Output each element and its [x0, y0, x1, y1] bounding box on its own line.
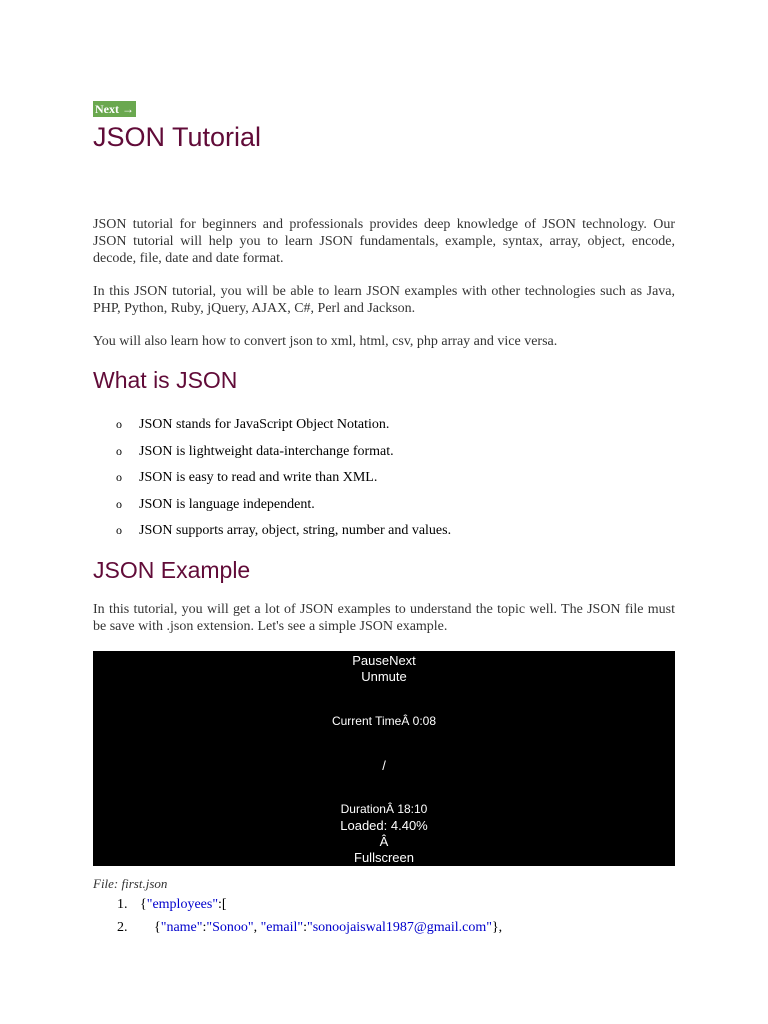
bullet-marker: o: [116, 470, 122, 484]
code-token: "Sonoo": [206, 920, 254, 935]
unmute-button[interactable]: Unmute: [361, 669, 407, 684]
code-token: },: [491, 920, 503, 935]
intro-paragraph-1: JSON tutorial for beginners and professionals provides deep knowledge of JSON technology. Our JSON tutorial will help you to learn JSON fundamentals, example, syntax, array, object, encode, decode, file, date and date format.: [93, 217, 675, 266]
code-token: :: [202, 920, 207, 935]
list-item-text: JSON is language independent.: [139, 496, 315, 512]
page-title: JSON Tutorial: [93, 122, 262, 152]
intro-paragraph-2: In this JSON tutorial, you will be able to learn JSON examples with other technologies such as Java, PHP, Python, Ruby, jQuery, AJAX, C#, Perl and Jackson.: [93, 284, 675, 316]
bullet-marker: o: [116, 496, 122, 511]
pause-next-button[interactable]: PauseNext: [352, 653, 416, 668]
list-item-text: JSON is easy to read and write than XML.: [139, 470, 378, 485]
list-item: [93, 469, 675, 496]
file-label: File: first.json: [93, 876, 168, 891]
code-line: [93, 919, 675, 942]
code-token: "sonoojaiswal1987@gmail.com": [307, 920, 492, 935]
list-item-text: JSON is lightweight data-interchange format.: [139, 443, 394, 459]
example-paragraph: In this tutorial, you will get a lot of JSON examples to understand the topic well. The JSON file must be save with .json extension. Let's see a simple JSON example.: [93, 602, 675, 634]
what-is-json-list: [93, 416, 675, 549]
duration: DurationÂ 18:10: [340, 802, 428, 816]
next-link[interactable]: Next →: [95, 102, 134, 116]
code-line-text: [140, 896, 227, 913]
list-item: [93, 496, 675, 523]
code-token: :[: [218, 897, 227, 912]
code-token: {: [140, 920, 161, 935]
code-token: {: [140, 897, 147, 912]
video-player[interactable]: [93, 651, 675, 866]
line-number: 2.: [117, 920, 128, 935]
json-example-heading: JSON Example: [93, 557, 251, 583]
code-token: ,: [253, 920, 261, 935]
loaded-progress: Loaded: 4.40%: [340, 818, 428, 833]
intro-paragraph-3: You will also learn how to convert json to xml, html, csv, php array and vice versa.: [93, 334, 558, 349]
list-item-text: JSON supports array, object, string, number and values.: [139, 523, 452, 538]
list-item: [93, 522, 675, 549]
list-item-text: JSON stands for JavaScript Object Notation.: [139, 417, 390, 432]
code-token: "employees": [146, 897, 219, 912]
list-item: [93, 443, 675, 470]
code-listing: [93, 896, 675, 942]
current-time: Current TimeÂ 0:08: [331, 714, 437, 728]
code-line-text: [140, 919, 502, 936]
fullscreen-button[interactable]: Fullscreen: [354, 850, 414, 865]
code-token: "email": [260, 920, 304, 935]
code-token: "name": [160, 920, 203, 935]
code-line: [93, 896, 675, 919]
line-number: 1.: [117, 897, 128, 912]
time-separator: /: [382, 758, 386, 773]
bullet-marker: o: [116, 417, 122, 431]
code-token: :: [303, 920, 308, 935]
bullet-marker: o: [116, 523, 122, 537]
bullet-marker: o: [116, 443, 122, 458]
list-item: [93, 416, 675, 443]
stray-character: Â: [379, 834, 389, 849]
what-is-json-heading: What is JSON: [93, 367, 238, 393]
